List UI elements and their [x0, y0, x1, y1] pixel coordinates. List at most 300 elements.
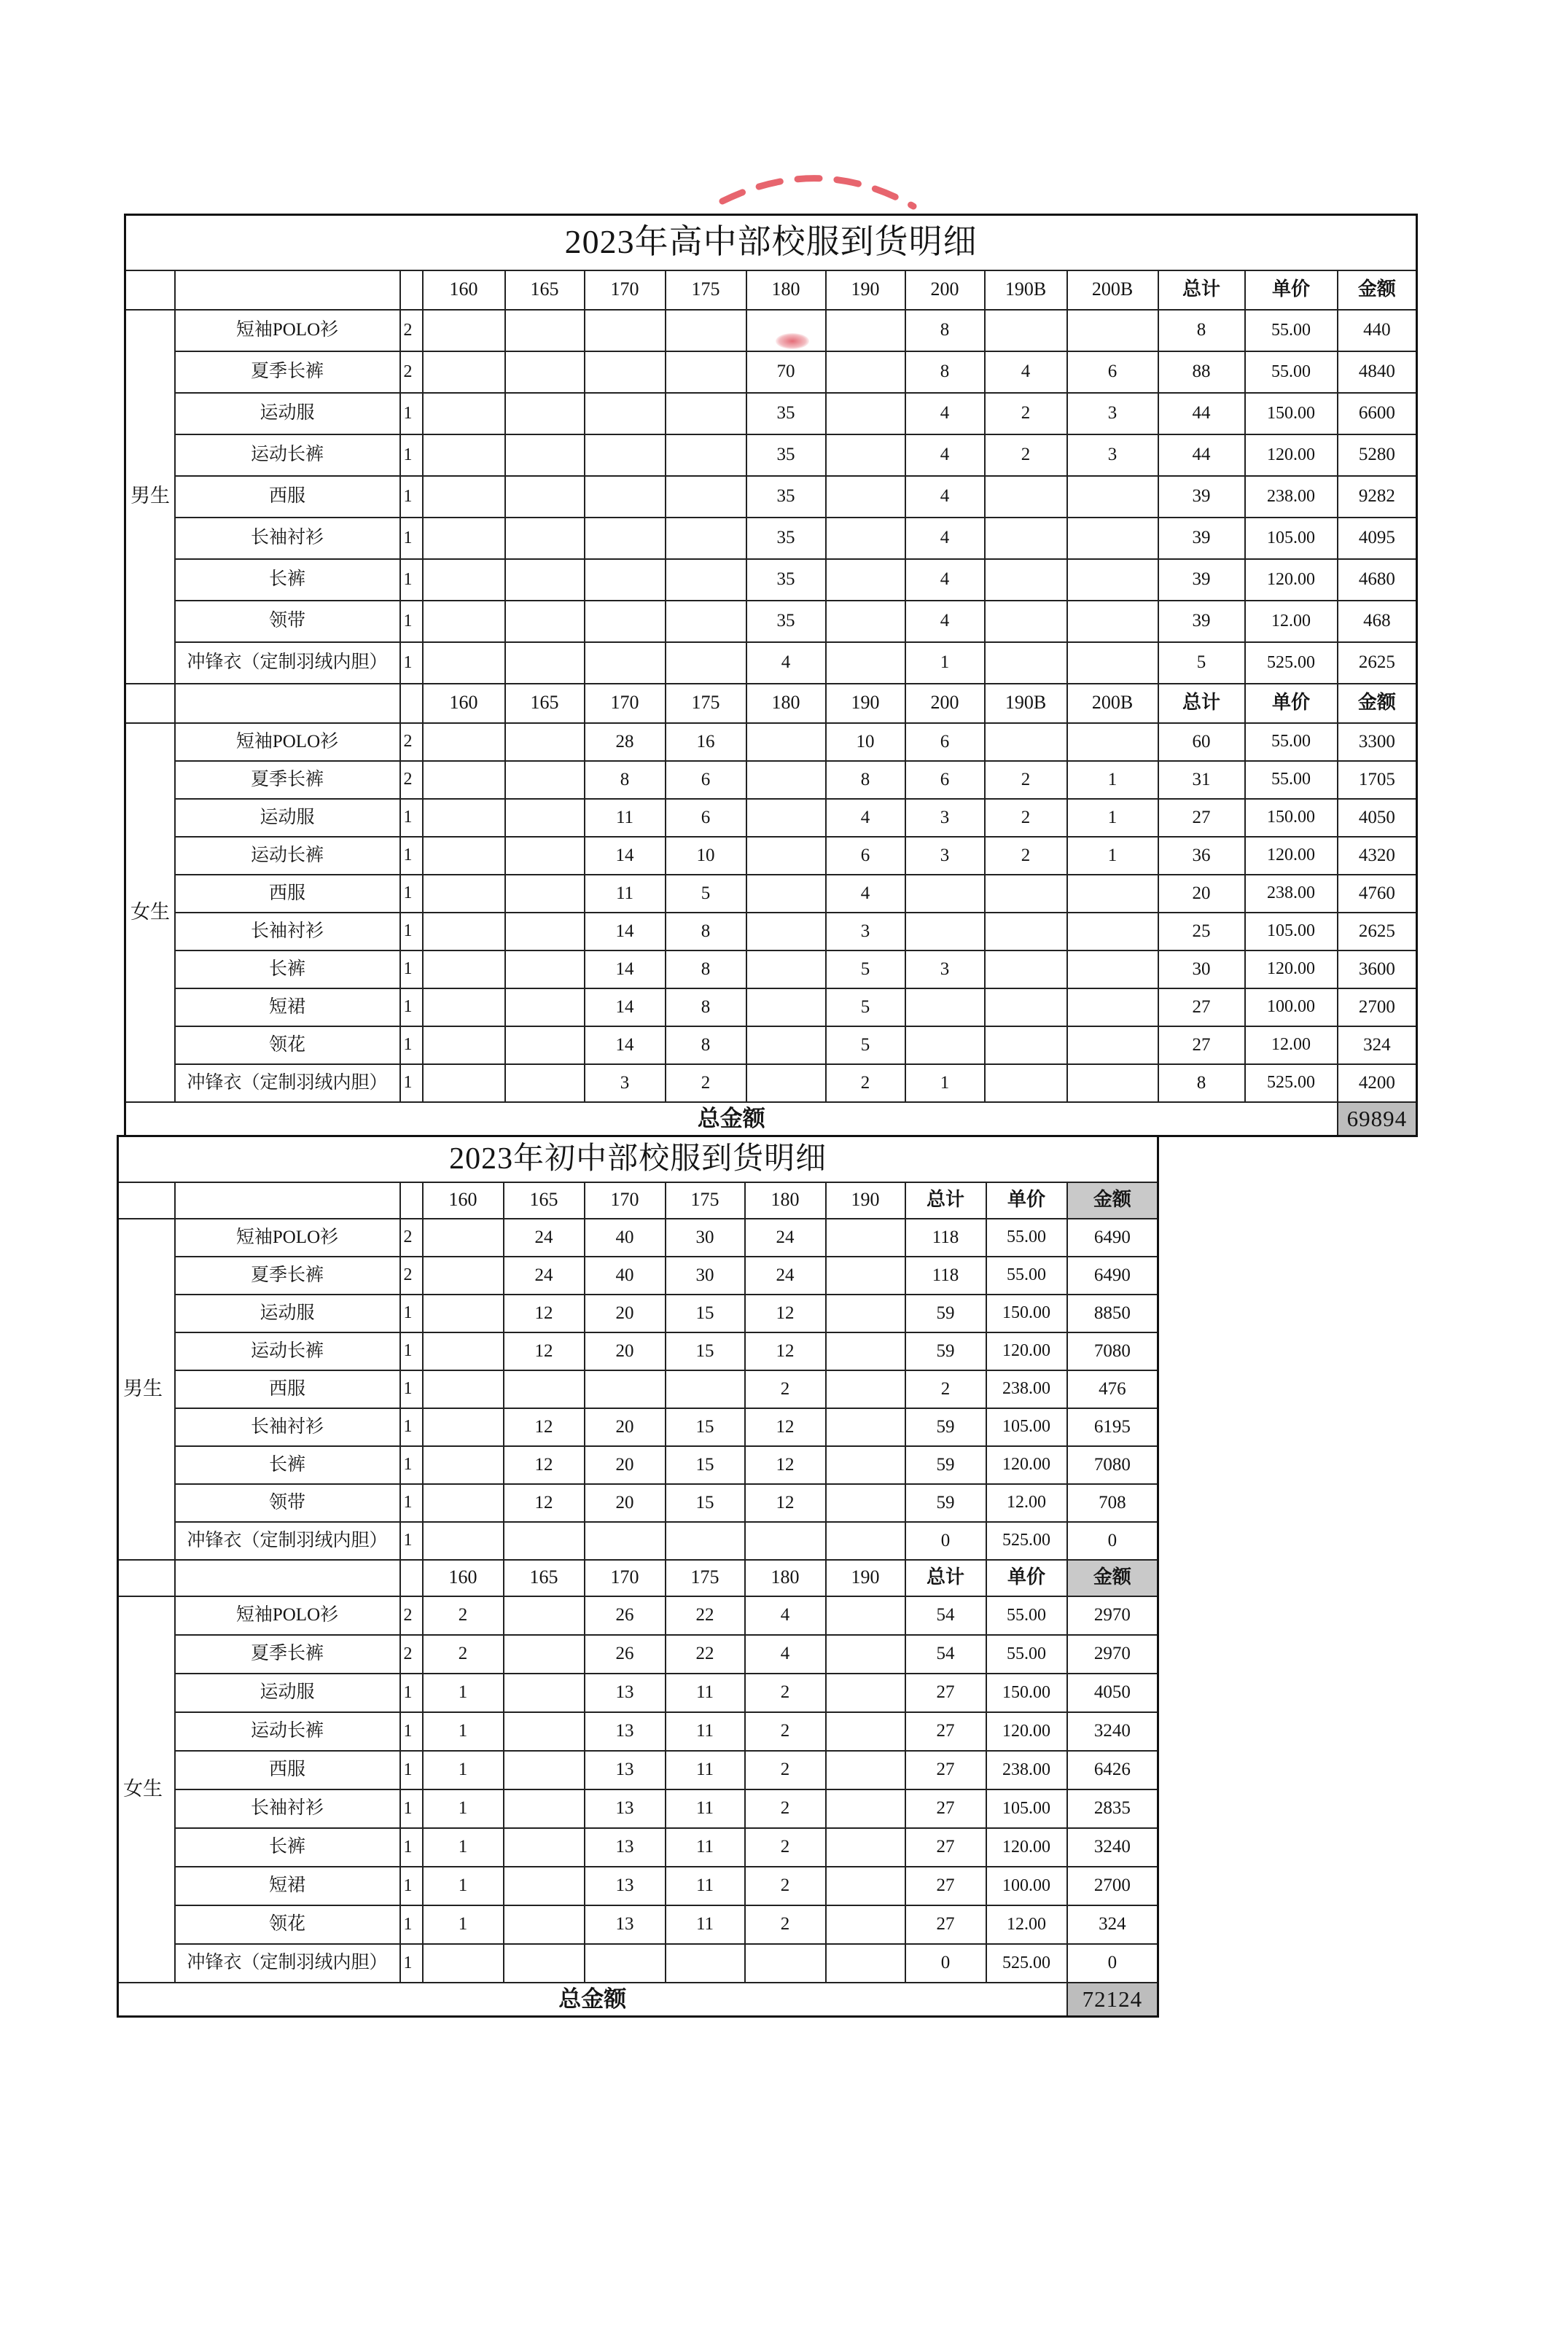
size-quantity: 12 — [745, 1408, 826, 1446]
row-total: 54 — [905, 1635, 986, 1674]
size-quantity: 2 — [745, 1674, 826, 1712]
row-total: 39 — [1158, 518, 1245, 559]
unit-price-header: 单价 — [1245, 270, 1338, 310]
pieces-per-set: 2 — [400, 1635, 423, 1674]
size-quantity — [423, 1484, 504, 1522]
item-name: 领花 — [175, 1905, 400, 1944]
size-quantity — [423, 1257, 504, 1295]
size-quantity: 8 — [666, 950, 746, 988]
size-quantity: 30 — [666, 1257, 745, 1295]
pieces-per-set: 2 — [400, 1596, 423, 1635]
size-quantity — [423, 761, 505, 799]
size-quantity — [1067, 875, 1158, 913]
total-header: 总计 — [905, 1182, 986, 1219]
size-header: 200B — [1067, 684, 1158, 723]
table-row — [125, 1026, 1417, 1064]
row-total: 27 — [905, 1751, 986, 1789]
row-total: 27 — [905, 1828, 986, 1867]
unit-price: 120.00 — [1245, 559, 1338, 601]
size-quantity: 6 — [905, 723, 985, 761]
size-quantity: 22 — [666, 1635, 745, 1674]
unit-price: 238.00 — [986, 1370, 1067, 1408]
size-quantity: 15 — [666, 1446, 745, 1484]
size-quantity — [985, 559, 1067, 601]
pieces-per-set: 1 — [400, 1332, 423, 1370]
size-quantity: 11 — [666, 1905, 745, 1944]
amount: 0 — [1067, 1944, 1158, 1983]
table-row — [118, 1674, 1158, 1712]
size-quantity: 2 — [745, 1751, 826, 1789]
size-quantity — [666, 434, 746, 476]
size-quantity — [505, 434, 585, 476]
pieces-per-set: 1 — [400, 1026, 423, 1064]
size-quantity: 35 — [746, 518, 826, 559]
size-quantity: 8 — [666, 1026, 746, 1064]
size-quantity — [1067, 1064, 1158, 1102]
pieces-per-set: 1 — [400, 837, 423, 875]
size-quantity: 4 — [826, 799, 905, 837]
size-quantity — [585, 310, 666, 351]
size-quantity — [745, 1522, 826, 1560]
size-quantity: 1 — [423, 1867, 504, 1905]
size-quantity — [746, 950, 826, 988]
header-blank-cell — [400, 1182, 423, 1219]
size-quantity — [585, 351, 666, 393]
size-quantity — [1067, 518, 1158, 559]
junior-high-uniform-delivery-table — [117, 1135, 1159, 2018]
size-quantity: 6 — [666, 799, 746, 837]
size-quantity — [423, 601, 505, 642]
size-quantity — [423, 950, 505, 988]
item-name: 领花 — [175, 1026, 400, 1064]
pieces-per-set: 1 — [400, 1751, 423, 1789]
unit-price: 525.00 — [1245, 642, 1338, 684]
size-quantity — [826, 1522, 905, 1560]
row-total: 54 — [905, 1596, 986, 1635]
size-quantity: 14 — [585, 1026, 666, 1064]
size-quantity — [746, 875, 826, 913]
size-quantity: 4 — [905, 559, 985, 601]
size-quantity — [666, 642, 746, 684]
size-quantity — [585, 1522, 666, 1560]
size-quantity — [505, 950, 585, 988]
size-quantity — [826, 1219, 905, 1257]
row-total: 0 — [905, 1944, 986, 1983]
size-quantity — [826, 393, 905, 434]
table-row — [118, 1712, 1158, 1751]
size-quantity: 3 — [1067, 393, 1158, 434]
size-quantity: 22 — [666, 1596, 745, 1635]
unit-price: 120.00 — [986, 1828, 1067, 1867]
group-label: 男生 — [125, 310, 175, 684]
size-quantity: 40 — [585, 1219, 666, 1257]
size-quantity: 4 — [905, 434, 985, 476]
size-quantity — [423, 518, 505, 559]
size-quantity — [505, 1064, 585, 1102]
size-quantity — [826, 1295, 905, 1332]
size-quantity: 40 — [585, 1257, 666, 1295]
item-name: 运动服 — [175, 1674, 400, 1712]
size-header: 200 — [905, 684, 985, 723]
size-quantity — [505, 913, 585, 950]
size-quantity — [423, 799, 505, 837]
size-quantity: 6 — [666, 761, 746, 799]
size-quantity: 12 — [745, 1484, 826, 1522]
size-quantity: 16 — [666, 723, 746, 761]
size-quantity: 11 — [666, 1751, 745, 1789]
size-quantity — [505, 642, 585, 684]
amount: 4320 — [1338, 837, 1417, 875]
unit-price: 55.00 — [1245, 351, 1338, 393]
header-blank-cell — [400, 1560, 423, 1596]
unit-price: 120.00 — [1245, 434, 1338, 476]
size-quantity: 2 — [985, 761, 1067, 799]
size-header: 170 — [585, 684, 666, 723]
item-name: 长袖衬衫 — [175, 518, 400, 559]
unit-price: 150.00 — [1245, 799, 1338, 837]
size-quantity — [504, 1522, 585, 1560]
amount: 7080 — [1067, 1446, 1158, 1484]
size-header: 165 — [505, 684, 585, 723]
size-quantity: 2 — [745, 1789, 826, 1828]
row-total: 118 — [905, 1219, 986, 1257]
size-quantity: 12 — [504, 1484, 585, 1522]
size-quantity: 11 — [585, 799, 666, 837]
size-header: 170 — [585, 1560, 666, 1596]
item-name: 短裙 — [175, 988, 400, 1026]
size-quantity: 5 — [826, 1026, 905, 1064]
size-quantity — [985, 988, 1067, 1026]
size-quantity — [423, 1370, 504, 1408]
item-name: 长裤 — [175, 950, 400, 988]
size-quantity — [905, 1026, 985, 1064]
amount: 3240 — [1067, 1712, 1158, 1751]
size-quantity: 2 — [745, 1905, 826, 1944]
amount: 440 — [1338, 310, 1417, 351]
pieces-per-set: 1 — [400, 1446, 423, 1484]
item-name: 短袖POLO衫 — [175, 1596, 400, 1635]
size-quantity: 11 — [666, 1828, 745, 1867]
size-quantity — [423, 310, 505, 351]
size-quantity: 11 — [666, 1674, 745, 1712]
size-quantity — [985, 476, 1067, 518]
item-name: 夏季长裤 — [175, 351, 400, 393]
amount: 6600 — [1338, 393, 1417, 434]
size-quantity: 5 — [666, 875, 746, 913]
size-quantity — [423, 988, 505, 1026]
item-name: 冲锋衣（定制羽绒内胆） — [175, 1522, 400, 1560]
size-quantity: 2 — [423, 1596, 504, 1635]
amount: 2700 — [1338, 988, 1417, 1026]
grand-total-value: 72124 — [1067, 1983, 1158, 2017]
amount: 2625 — [1338, 913, 1417, 950]
header-blank-cell — [125, 684, 175, 723]
table-row — [125, 434, 1417, 476]
size-header: 165 — [505, 270, 585, 310]
row-total: 31 — [1158, 761, 1245, 799]
unit-price: 105.00 — [986, 1789, 1067, 1828]
amount: 7080 — [1067, 1332, 1158, 1370]
row-total: 0 — [905, 1522, 986, 1560]
unit-price: 120.00 — [986, 1446, 1067, 1484]
size-quantity — [985, 601, 1067, 642]
pieces-per-set: 1 — [400, 1522, 423, 1560]
item-name: 领带 — [175, 1484, 400, 1522]
size-quantity — [504, 1370, 585, 1408]
row-total: 39 — [1158, 601, 1245, 642]
item-name: 运动长裤 — [175, 434, 400, 476]
size-header: 200B — [1067, 270, 1158, 310]
row-total: 20 — [1158, 875, 1245, 913]
unit-price: 120.00 — [1245, 837, 1338, 875]
size-quantity: 8 — [826, 761, 905, 799]
size-quantity: 3 — [905, 799, 985, 837]
pieces-per-set: 1 — [400, 1944, 423, 1983]
header-row — [118, 1560, 1158, 1596]
size-quantity: 4 — [745, 1635, 826, 1674]
size-quantity — [746, 799, 826, 837]
size-quantity — [666, 476, 746, 518]
size-quantity — [423, 723, 505, 761]
size-quantity: 20 — [585, 1332, 666, 1370]
size-quantity — [423, 1064, 505, 1102]
size-quantity — [826, 1635, 905, 1674]
size-quantity — [505, 393, 585, 434]
size-quantity — [505, 988, 585, 1026]
size-header: 190B — [985, 270, 1067, 310]
size-quantity: 13 — [585, 1789, 666, 1828]
unit-price: 55.00 — [1245, 310, 1338, 351]
unit-price: 120.00 — [1245, 950, 1338, 988]
size-quantity — [666, 1522, 745, 1560]
row-total: 8 — [1158, 1064, 1245, 1102]
table-row — [125, 518, 1417, 559]
group-label: 女生 — [125, 723, 175, 1102]
item-name: 西服 — [175, 476, 400, 518]
size-quantity: 1 — [423, 1712, 504, 1751]
pieces-per-set: 1 — [400, 875, 423, 913]
size-quantity: 10 — [826, 723, 905, 761]
size-quantity: 1 — [905, 1064, 985, 1102]
table-row — [125, 1064, 1417, 1102]
size-quantity — [505, 351, 585, 393]
size-quantity — [826, 1484, 905, 1522]
amount: 4840 — [1338, 351, 1417, 393]
size-quantity — [504, 1635, 585, 1674]
header-blank-cell — [125, 270, 175, 310]
size-quantity: 2 — [826, 1064, 905, 1102]
unit-price: 105.00 — [986, 1408, 1067, 1446]
pieces-per-set: 2 — [400, 723, 423, 761]
size-quantity: 6 — [1067, 351, 1158, 393]
size-quantity — [423, 393, 505, 434]
item-name: 运动服 — [175, 799, 400, 837]
item-name: 长裤 — [175, 559, 400, 601]
size-quantity: 1 — [423, 1828, 504, 1867]
item-name: 冲锋衣（定制羽绒内胆） — [175, 1944, 400, 1983]
size-quantity — [423, 1295, 504, 1332]
pieces-per-set: 1 — [400, 476, 423, 518]
table-row — [118, 1944, 1158, 1983]
unit-price: 525.00 — [986, 1522, 1067, 1560]
header-blank-cell — [175, 1182, 400, 1219]
amount: 4050 — [1338, 799, 1417, 837]
unit-price-header: 单价 — [986, 1182, 1067, 1219]
pieces-per-set: 1 — [400, 559, 423, 601]
size-quantity: 35 — [746, 393, 826, 434]
size-quantity: 8 — [666, 988, 746, 1026]
amount: 6490 — [1067, 1257, 1158, 1295]
size-quantity: 4 — [905, 393, 985, 434]
size-quantity — [585, 476, 666, 518]
row-total: 59 — [905, 1484, 986, 1522]
size-quantity — [505, 601, 585, 642]
size-header: 200 — [905, 270, 985, 310]
row-total: 88 — [1158, 351, 1245, 393]
item-name: 运动服 — [175, 393, 400, 434]
size-quantity: 30 — [666, 1219, 745, 1257]
size-quantity: 13 — [585, 1712, 666, 1751]
size-quantity: 8 — [905, 310, 985, 351]
item-name: 运动服 — [175, 1295, 400, 1332]
header-blank-cell — [175, 1560, 400, 1596]
size-header: 160 — [423, 270, 505, 310]
size-header: 180 — [746, 270, 826, 310]
size-quantity — [1067, 642, 1158, 684]
unit-price: 12.00 — [1245, 1026, 1338, 1064]
pieces-per-set: 2 — [400, 351, 423, 393]
size-quantity — [423, 559, 505, 601]
size-quantity: 2 — [985, 393, 1067, 434]
size-quantity — [826, 559, 905, 601]
item-name: 西服 — [175, 875, 400, 913]
size-quantity: 4 — [905, 518, 985, 559]
size-header: 170 — [585, 270, 666, 310]
size-quantity: 5 — [826, 950, 905, 988]
high-school-uniform-delivery-table — [124, 214, 1418, 1137]
amount: 2835 — [1067, 1789, 1158, 1828]
size-quantity — [423, 1522, 504, 1560]
size-quantity: 4 — [905, 601, 985, 642]
size-quantity: 4 — [826, 875, 905, 913]
unit-price: 55.00 — [986, 1219, 1067, 1257]
size-quantity — [666, 351, 746, 393]
row-total: 27 — [1158, 988, 1245, 1026]
size-quantity — [826, 1257, 905, 1295]
table-row — [118, 1484, 1158, 1522]
size-header: 175 — [666, 684, 746, 723]
row-total: 30 — [1158, 950, 1245, 988]
pieces-per-set: 1 — [400, 913, 423, 950]
size-quantity — [826, 1828, 905, 1867]
size-quantity: 11 — [666, 1712, 745, 1751]
size-quantity — [666, 518, 746, 559]
size-quantity — [666, 1944, 745, 1983]
size-quantity — [504, 1751, 585, 1789]
item-name: 短袖POLO衫 — [175, 1219, 400, 1257]
unit-price: 12.00 — [986, 1484, 1067, 1522]
size-quantity — [826, 518, 905, 559]
size-quantity — [746, 1064, 826, 1102]
size-quantity: 5 — [826, 988, 905, 1026]
row-total: 5 — [1158, 642, 1245, 684]
row-total: 25 — [1158, 913, 1245, 950]
pieces-per-set: 1 — [400, 1295, 423, 1332]
size-quantity: 14 — [585, 988, 666, 1026]
size-quantity: 2 — [745, 1370, 826, 1408]
size-quantity: 12 — [745, 1446, 826, 1484]
size-quantity: 4 — [745, 1596, 826, 1635]
title-row — [118, 1136, 1158, 1182]
grand-total-label: 总金额 — [125, 1102, 1338, 1136]
size-quantity: 8 — [905, 351, 985, 393]
size-quantity: 24 — [745, 1219, 826, 1257]
table-row — [118, 1789, 1158, 1828]
size-quantity — [826, 1332, 905, 1370]
row-total: 27 — [1158, 799, 1245, 837]
grand-total-row — [118, 1983, 1158, 2017]
size-quantity — [423, 1332, 504, 1370]
size-header: 190 — [826, 1182, 905, 1219]
size-quantity: 2 — [985, 799, 1067, 837]
table-row — [118, 1370, 1158, 1408]
amount-header: 金额 — [1067, 1182, 1158, 1219]
size-quantity — [1067, 913, 1158, 950]
size-quantity: 11 — [666, 1867, 745, 1905]
pieces-per-set: 1 — [400, 1867, 423, 1905]
pieces-per-set: 1 — [400, 1484, 423, 1522]
total-header: 总计 — [1158, 270, 1245, 310]
size-quantity: 13 — [585, 1674, 666, 1712]
pieces-per-set: 2 — [400, 310, 423, 351]
pieces-per-set: 2 — [400, 1257, 423, 1295]
size-quantity — [505, 476, 585, 518]
amount: 3300 — [1338, 723, 1417, 761]
item-name: 长袖衬衫 — [175, 913, 400, 950]
header-blank-cell — [175, 270, 400, 310]
size-quantity — [666, 310, 746, 351]
size-quantity: 13 — [585, 1867, 666, 1905]
size-quantity: 2 — [745, 1867, 826, 1905]
unit-price: 150.00 — [986, 1295, 1067, 1332]
red-stamp-smudge — [776, 333, 809, 349]
unit-price: 12.00 — [1245, 601, 1338, 642]
size-quantity — [826, 1751, 905, 1789]
size-quantity — [423, 1944, 504, 1983]
size-quantity — [826, 1674, 905, 1712]
unit-price: 525.00 — [1245, 1064, 1338, 1102]
size-quantity — [826, 1944, 905, 1983]
amount: 9282 — [1338, 476, 1417, 518]
item-name: 短袖POLO衫 — [175, 723, 400, 761]
row-total: 27 — [905, 1789, 986, 1828]
pieces-per-set: 1 — [400, 393, 423, 434]
size-quantity: 3 — [905, 837, 985, 875]
size-quantity — [585, 434, 666, 476]
size-quantity: 8 — [666, 913, 746, 950]
size-quantity — [826, 1596, 905, 1635]
table-title: 2023年高中部校服到货明细 — [125, 215, 1417, 270]
table-row — [118, 1446, 1158, 1484]
table-row — [125, 601, 1417, 642]
pieces-per-set: 1 — [400, 1370, 423, 1408]
size-header: 190 — [826, 270, 905, 310]
size-quantity — [1067, 1026, 1158, 1064]
size-quantity: 13 — [585, 1828, 666, 1867]
size-quantity — [505, 875, 585, 913]
amount: 6490 — [1067, 1219, 1158, 1257]
size-header: 165 — [504, 1560, 585, 1596]
